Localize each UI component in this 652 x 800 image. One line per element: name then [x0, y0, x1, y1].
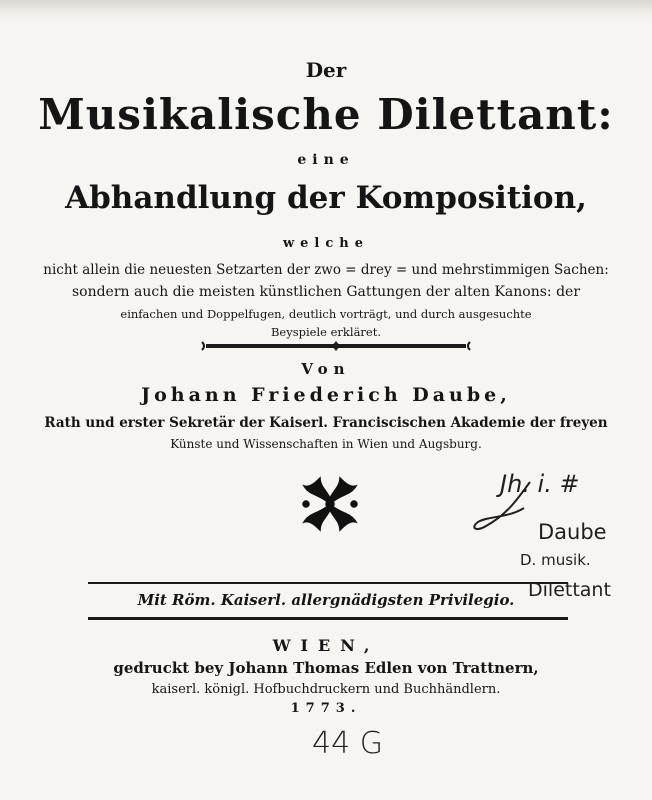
publication-year: 1773. — [290, 701, 362, 716]
title-der: Der — [305, 58, 347, 82]
scan-edge — [0, 0, 652, 22]
ornamental-rule — [200, 339, 472, 353]
signature-flourish — [468, 478, 538, 540]
lower-rule — [88, 617, 568, 620]
von-text: Von — [301, 360, 351, 378]
description-line-2: sondern auch die meisten künstlichen Gattungen der alten Kanons: der — [71, 284, 581, 300]
author-name: Johann Friederich Daube, — [141, 384, 511, 406]
privilege-line: Mit Röm. Kaiserl. allergnädigsten Privilegio. — [137, 591, 515, 609]
place-wien: WIEN, — [272, 636, 380, 655]
description-line-3: einfachen und Doppelfugen, deutlich vorträgt, und durch ausgesuchte — [120, 307, 532, 321]
handwritten-name: Daube — [538, 520, 607, 544]
handwritten-word: Dilettant — [528, 579, 611, 601]
printer-line-2: kaiserl. königl. Hofbuchdruckern und Buchhändlern. — [151, 682, 501, 697]
author-title-line-1: Rath und erster Sekretär der Kaiserl. Franciscischen Akademie der freyen — [44, 415, 608, 431]
description-line-1: nicht allein die neuesten Setzarten der zwo = drey = und mehrstimmigen Sachen: — [43, 262, 609, 278]
fleuron-ornament — [296, 476, 364, 532]
author-title-line-2: Künste und Wissenschaften in Wien und Augsburg. — [170, 437, 482, 451]
handwritten-abbreviation: D. musik. — [520, 551, 591, 569]
description-line-4: Beyspiele erkläret. — [270, 325, 382, 339]
eine-text: eine — [297, 152, 355, 168]
welche-text: welche — [282, 236, 370, 251]
subtitle: Abhandlung der Komposition, — [65, 180, 587, 216]
shelf-mark-handwritten: Jh. i. # — [500, 470, 580, 498]
handwritten-number: 44 G — [312, 726, 383, 761]
main-title: Musikalische Dilettant: — [38, 90, 614, 139]
printer-line-1: gedruckt bey Johann Thomas Edlen von Trattnern, — [113, 659, 539, 677]
upper-rule — [88, 582, 568, 584]
